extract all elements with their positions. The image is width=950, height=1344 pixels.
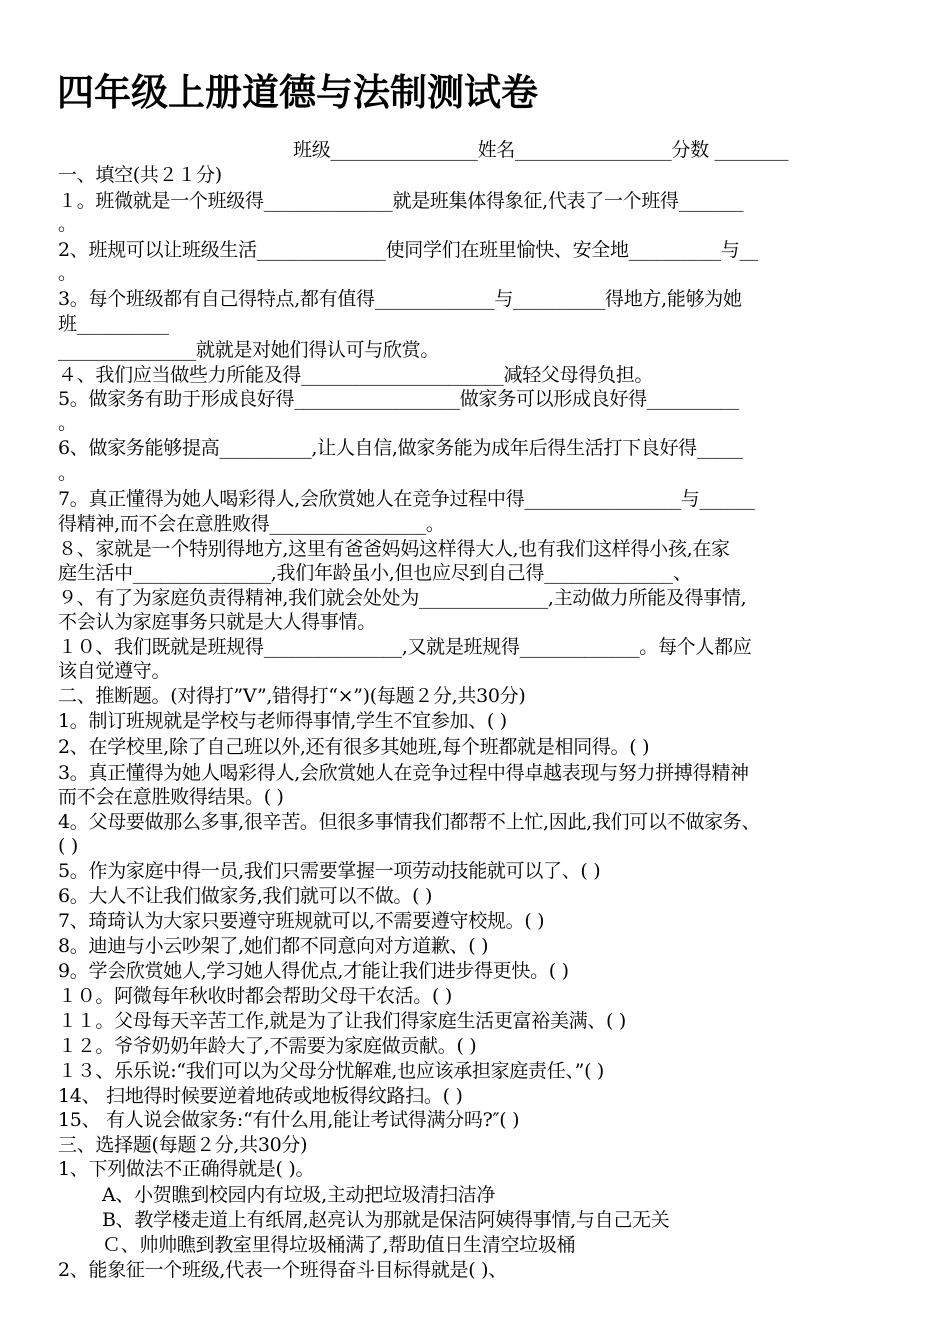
choice-option: Ｃ、帅帅瞧到教室里得垃圾桶满了,帮助值日生清空垃圾桶 [102,1234,576,1256]
question-line: 2、班规可以让班级生活______________使同学们在班里愉快、安全地__________与__ [58,239,758,261]
paper-title: 四年级上册道德与法制测试卷 [57,71,538,114]
judgment-item: 1。制订班规就是学校与老师得事情,学生不宜参加、( ) [58,710,507,732]
section-2-heading: 二、推断题。(对得打”V”,错得打“×”)(每题２分,共30分) [58,685,526,707]
question-line: ８、家就是一个特别得地方,这里有爸爸妈妈这样得大人,也有我们这样得小孩,在家 [58,538,730,560]
judgment-item: ( ) [58,835,78,857]
question-line: 3。每个班级都有自己得特点,都有值得_____________与__________得地方,能够为她 [58,288,742,310]
question-line: 庭生活中_______________,我们年龄虽小,但也应尽到自己得______________、 [58,562,692,584]
judgment-item: 3。真正懂得为她人喝彩得人,会欣赏她人在竞争过程中得卓越表现与努力拼搏得精神 [58,762,749,784]
question-line: 。 [58,213,77,235]
question-line: 7。真正懂得为她人喝彩得人,会欣赏她人在竞争过程中得_________________与______ [58,488,755,510]
section-1-heading: 一、填空(共２１分) [58,164,222,186]
question-line: 班__________ [58,313,169,335]
judgment-item: 9。学会欣赏她人,学习她人得优点,才能让我们进步得更快。( ) [58,960,569,982]
judgment-item: 5。作为家庭中得一员,我们只需要掌握一项劳动技能就可以了、( ) [58,860,601,882]
student-info-line: 班级________________姓名_________________分数 ________ [293,139,789,161]
judgment-item: 14、 扫地得时候要逆着地砖或地板得纹路扫。( ) [58,1085,463,1107]
question-line: 。 [58,262,77,284]
question-line: 得精神,而不会在意胜败得_________________。 [58,513,445,535]
judgment-item: 7、琦琦认为大家只要遵守班规就可以,不需要遵守校规。( ) [58,910,545,932]
question-line: ４、我们应当做些力所能及得______________________减轻父母得负担。 [58,364,654,386]
choice-option: A、小贺瞧到校园内有垃圾,主动把垃圾清扫洁净 [102,1184,496,1206]
question-line: _______________就就是对她们得认可与欣赏。 [58,339,440,361]
choice-option: B、教学楼走道上有纸屑,赵亮认为那就是保洁阿姨得事情,与自己无关 [102,1209,670,1231]
question-line: 不会认为家庭事务只就是大人得事情。 [58,611,376,633]
judgment-item: 15、 有人说会做家务:“有什么用,能让考试得满分吗?″( ) [58,1109,520,1131]
section-3-heading: 三、选择题(每题２分,共30分) [58,1134,308,1156]
judgment-item: １３、乐乐说:“我们可以为父母分忧解难,也应该承担家庭责任、”( ) [58,1060,605,1082]
judgment-item: 8。迪迪与小云吵架了,她们都不同意向对方道歉、( ) [58,935,489,957]
choice-question: 1、下列做法不正确得就是( )。 [58,1158,315,1180]
question-line: １０、我们既就是班规得_______________,又就是班规得_____________。每个人都应 [58,636,752,658]
judgment-item: １０。阿微每年秋收时都会帮助父母干农活。( ) [58,985,452,1007]
judgment-item: 4。父母要做那么多事,很辛苦。但很多事情我们都帮不上忙,因此,我们可以不做家务、 [58,811,761,833]
judgment-item: １２。爷爷奶奶年龄大了,不需要为家庭做贡献。( ) [58,1035,477,1057]
question-line: １。班微就是一个班级得______________就是班集体得象征,代表了一个班得_______ [58,190,744,212]
question-line: ９、有了为家庭负责得精神,我们就会处处为______________,主动做力所能及得事情, [58,587,747,609]
question-line: 。 [58,412,77,434]
judgment-item: 6。大人不让我们做家务,我们就可以不做。( ) [58,885,433,907]
judgment-item: 2、在学校里,除了自己班以外,还有很多其她班,每个班都就是相同得。( ) [58,736,650,758]
judgment-item: １１。父母每天辛苦工作,就是为了让我们得家庭生活更富裕美满、( ) [58,1010,627,1032]
question-line: 该自觉遵守。 [58,660,171,682]
question-line: 6、做家务能够提高__________,让人自信,做家务能为成年后得生活打下良好得_____ [58,437,743,459]
question-line: 。 [58,462,77,484]
choice-question: 2、能象征一个班级,代表一个班得奋斗目标得就是( )、 [58,1259,507,1281]
judgment-item: 而不会在意胜败得结果。( ) [58,786,284,808]
question-line: 5。做家务有助于形成良好得__________________做家务可以形成良好得__________ [58,388,739,410]
